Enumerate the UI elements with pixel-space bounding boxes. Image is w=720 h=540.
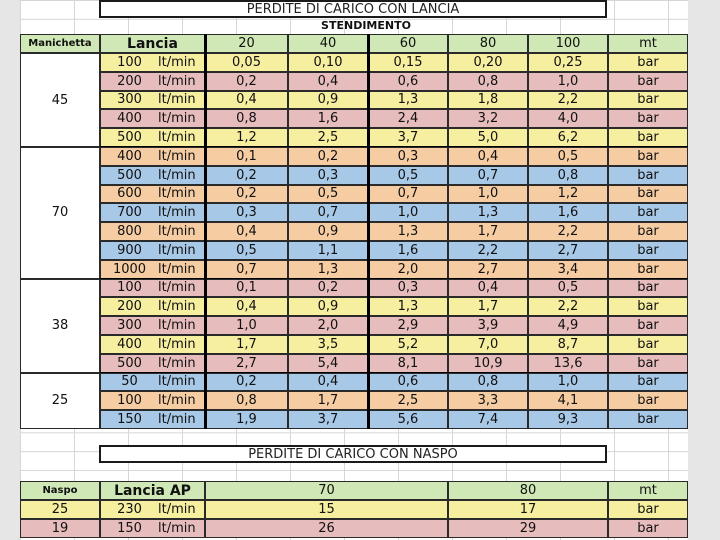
- pressure-loss-cell: 5,2: [368, 335, 448, 354]
- flow-rate-cell: [100, 241, 205, 260]
- flow-rate-value: 150: [117, 412, 142, 428]
- flow-unit-label: lt/min: [158, 92, 196, 108]
- pressure-loss-cell: 0,4: [448, 279, 528, 298]
- pressure-loss-cell: 0,2: [288, 147, 368, 166]
- pressure-loss-cell: 4,1: [528, 391, 608, 410]
- pressure-loss-cell: 13,6: [528, 354, 608, 373]
- flow-rate-value: 500: [117, 167, 142, 183]
- hose-diameter-cell: 70: [20, 147, 100, 279]
- distance-header: 80: [448, 34, 528, 53]
- naspo-pressure-loss-cell: 17: [448, 500, 608, 519]
- naspo-unit-header: mt: [608, 481, 688, 500]
- pressure-loss-cell: 1,3: [368, 297, 448, 316]
- naspo-pressure-loss-cell: 29: [448, 519, 608, 538]
- pressure-loss-cell: 2,7: [205, 354, 288, 373]
- pressure-loss-cell: 0,05: [205, 53, 288, 72]
- pressure-unit-cell: bar: [608, 260, 688, 279]
- pressure-loss-cell: 0,20: [448, 53, 528, 72]
- pressure-loss-cell: 2,4: [368, 109, 448, 128]
- flow-rate-value: 100: [117, 54, 142, 70]
- flow-rate-cell: [100, 91, 205, 110]
- flow-unit-label: lt/min: [158, 54, 196, 70]
- flow-unit-label: lt/min: [158, 412, 196, 428]
- flow-unit-label: lt/min: [158, 336, 196, 352]
- flow-unit-label: lt/min: [158, 242, 196, 258]
- pressure-loss-cell: 8,7: [528, 335, 608, 354]
- flow-unit-label: lt/min: [158, 501, 196, 517]
- pressure-loss-cell: 0,2: [205, 166, 288, 185]
- flow-unit-label: lt/min: [158, 280, 196, 296]
- pressure-unit-cell: bar: [608, 128, 688, 147]
- pressure-loss-cell: 1,3: [368, 91, 448, 110]
- pressure-loss-cell: 2,0: [288, 316, 368, 335]
- flow-rate-cell: [100, 128, 205, 147]
- flow-rate-value: 1000: [112, 261, 147, 277]
- pressure-loss-cell: 1,9: [205, 410, 288, 429]
- hose-diameter-cell: 38: [20, 279, 100, 373]
- flow-rate-value: 500: [117, 130, 142, 146]
- pressure-loss-cell: 1,7: [288, 391, 368, 410]
- pressure-loss-cell: 5,0: [448, 128, 528, 147]
- flow-rate-cell: [100, 316, 205, 335]
- pressure-loss-cell: 1,7: [448, 222, 528, 241]
- pressure-loss-cell: 1,8: [448, 91, 528, 110]
- pressure-unit-cell: bar: [608, 410, 688, 429]
- flow-rate-cell: [100, 222, 205, 241]
- flow-rate-cell: [100, 203, 205, 222]
- flow-rate-cell: [100, 53, 205, 72]
- pressure-loss-cell: 2,7: [528, 241, 608, 260]
- flow-unit-label: lt/min: [158, 299, 196, 315]
- pressure-loss-cell: 0,7: [205, 260, 288, 279]
- naspo-pressure-loss-cell: 26: [205, 519, 448, 538]
- pressure-loss-cell: 0,8: [448, 72, 528, 91]
- naspo-hose-cell: 25: [20, 500, 100, 519]
- pressure-loss-cell: 0,7: [368, 185, 448, 204]
- flow-rate-value: 100: [117, 393, 142, 409]
- flow-rate-cell: [100, 335, 205, 354]
- flow-rate-value: 150: [117, 520, 142, 536]
- flow-rate-value: 900: [117, 242, 142, 258]
- pressure-loss-cell: 10,9: [448, 354, 528, 373]
- flow-rate-value: 200: [117, 299, 142, 315]
- pressure-loss-cell: 1,1: [288, 241, 368, 260]
- pressure-unit-cell: bar: [608, 53, 688, 72]
- pressure-loss-cell: 1,6: [528, 203, 608, 222]
- flow-rate-value: 500: [117, 355, 142, 371]
- pressure-loss-cell: 1,6: [288, 109, 368, 128]
- pressure-loss-cell: 0,7: [448, 166, 528, 185]
- pressure-loss-cell: 1,7: [448, 297, 528, 316]
- pressure-loss-cell: 0,9: [288, 91, 368, 110]
- flow-unit-label: lt/min: [158, 224, 196, 240]
- flow-rate-value: 50: [121, 374, 138, 390]
- pressure-unit-cell: bar: [608, 109, 688, 128]
- lancia-table-title: PERDITE DI CARICO CON LANCIA: [99, 0, 607, 18]
- flow-unit-label: lt/min: [158, 205, 196, 221]
- pressure-loss-cell: 3,3: [448, 391, 528, 410]
- naspo-hose-cell: 19: [20, 519, 100, 538]
- pressure-loss-cell: 2,5: [368, 391, 448, 410]
- pressure-loss-cell: 0,5: [528, 147, 608, 166]
- flow-unit-label: lt/min: [158, 167, 196, 183]
- flow-rate-value: 400: [117, 148, 142, 164]
- pressure-loss-cell: 3,7: [368, 128, 448, 147]
- pressure-loss-cell: 0,7: [288, 203, 368, 222]
- pressure-loss-cell: 0,2: [288, 279, 368, 298]
- flow-rate-value: 100: [117, 280, 142, 296]
- pressure-loss-cell: 0,15: [368, 53, 448, 72]
- pressure-loss-cell: 1,7: [205, 335, 288, 354]
- flow-rate-cell: [100, 297, 205, 316]
- pressure-unit-cell: bar: [608, 147, 688, 166]
- flow-unit-label: lt/min: [158, 111, 196, 127]
- flow-rate-cell: [100, 147, 205, 166]
- pressure-loss-cell: 1,0: [528, 72, 608, 91]
- pressure-loss-cell: 0,2: [205, 72, 288, 91]
- pressure-loss-cell: 0,5: [528, 279, 608, 298]
- pressure-loss-cell: 0,4: [205, 297, 288, 316]
- hose-header: Manichetta: [20, 34, 100, 53]
- pressure-loss-cell: 1,0: [205, 316, 288, 335]
- flow-unit-label: lt/min: [158, 73, 196, 89]
- distance-header: 100: [528, 34, 608, 53]
- pressure-loss-cell: 2,2: [528, 297, 608, 316]
- naspo-flow-rate-cell: [100, 500, 205, 519]
- flow-rate-cell: [100, 260, 205, 279]
- pressure-unit-cell: bar: [608, 316, 688, 335]
- pressure-loss-cell: 2,7: [448, 260, 528, 279]
- pressure-unit-cell: bar: [608, 72, 688, 91]
- hose-diameter-cell: 45: [20, 53, 100, 147]
- pressure-loss-cell: 0,4: [448, 147, 528, 166]
- pressure-loss-cell: 0,6: [368, 373, 448, 392]
- pressure-loss-cell: 0,3: [368, 279, 448, 298]
- flow-rate-cell: [100, 410, 205, 429]
- flow-unit-label: lt/min: [158, 374, 196, 390]
- flow-rate-value: 300: [117, 318, 142, 334]
- flow-rate-value: 200: [117, 73, 142, 89]
- pressure-loss-cell: 5,4: [288, 354, 368, 373]
- pressure-unit-cell: bar: [608, 222, 688, 241]
- pressure-loss-cell: 0,10: [288, 53, 368, 72]
- distance-header: 20: [205, 34, 288, 53]
- lancia-table-subtitle: STENDIMENTO: [321, 19, 411, 32]
- pressure-loss-cell: 0,1: [205, 279, 288, 298]
- pressure-loss-cell: 9,3: [528, 410, 608, 429]
- unit-header: mt: [608, 34, 688, 53]
- pressure-loss-cell: 0,4: [288, 373, 368, 392]
- pressure-loss-cell: 7,0: [448, 335, 528, 354]
- pressure-unit-cell: bar: [608, 166, 688, 185]
- flow-rate-cell: [100, 109, 205, 128]
- pressure-loss-cell: 1,0: [448, 185, 528, 204]
- pressure-loss-cell: 0,8: [528, 166, 608, 185]
- flow-rate-cell: [100, 279, 205, 298]
- pressure-loss-cell: 1,3: [368, 222, 448, 241]
- pressure-loss-cell: 2,2: [528, 222, 608, 241]
- pressure-loss-cell: 3,5: [288, 335, 368, 354]
- naspo-hose-header: Naspo: [20, 481, 100, 500]
- pressure-loss-cell: 0,3: [288, 166, 368, 185]
- pressure-loss-cell: 3,4: [528, 260, 608, 279]
- flow-rate-cell: [100, 354, 205, 373]
- hose-diameter-cell: 25: [20, 373, 100, 429]
- nozzle-header: Lancia: [100, 34, 205, 53]
- flow-unit-label: lt/min: [158, 318, 196, 334]
- pressure-loss-cell: 0,1: [205, 147, 288, 166]
- pressure-loss-cell: 1,2: [528, 185, 608, 204]
- pressure-loss-cell: 1,2: [205, 128, 288, 147]
- pressure-loss-cell: 4,0: [528, 109, 608, 128]
- naspo-pressure-unit-cell: bar: [608, 519, 688, 538]
- pressure-unit-cell: bar: [608, 241, 688, 260]
- flow-unit-label: lt/min: [158, 148, 196, 164]
- pressure-loss-cell: 0,9: [288, 297, 368, 316]
- pressure-loss-cell: 0,3: [205, 203, 288, 222]
- pressure-loss-cell: 0,5: [368, 166, 448, 185]
- pressure-loss-cell: 1,0: [528, 373, 608, 392]
- pressure-unit-cell: bar: [608, 185, 688, 204]
- pressure-unit-cell: bar: [608, 91, 688, 110]
- naspo-nozzle-header: Lancia AP: [100, 481, 205, 500]
- pressure-loss-cell: 3,7: [288, 410, 368, 429]
- pressure-loss-cell: 0,25: [528, 53, 608, 72]
- pressure-loss-cell: 0,4: [205, 91, 288, 110]
- pressure-loss-cell: 3,9: [448, 316, 528, 335]
- distance-header: 40: [288, 34, 368, 53]
- pressure-loss-cell: 1,0: [368, 203, 448, 222]
- pressure-loss-cell: 6,2: [528, 128, 608, 147]
- flow-rate-cell: [100, 72, 205, 91]
- naspo-pressure-loss-cell: 15: [205, 500, 448, 519]
- pressure-loss-cell: 0,4: [205, 222, 288, 241]
- pressure-loss-cell: 0,2: [205, 373, 288, 392]
- flow-rate-value: 400: [117, 336, 142, 352]
- pressure-loss-cell: 2,0: [368, 260, 448, 279]
- pressure-loss-cell: 0,9: [288, 222, 368, 241]
- pressure-unit-cell: bar: [608, 279, 688, 298]
- pressure-loss-cell: 0,5: [205, 241, 288, 260]
- pressure-loss-cell: 0,8: [205, 391, 288, 410]
- pressure-loss-cell: 0,8: [448, 373, 528, 392]
- pressure-unit-cell: bar: [608, 297, 688, 316]
- pressure-loss-cell: 0,2: [205, 185, 288, 204]
- flow-unit-label: lt/min: [158, 393, 196, 409]
- pressure-loss-cell: 1,6: [368, 241, 448, 260]
- flow-rate-cell: [100, 185, 205, 204]
- pressure-loss-cell: 8,1: [368, 354, 448, 373]
- pressure-loss-cell: 0,3: [368, 147, 448, 166]
- flow-rate-value: 230: [117, 501, 142, 517]
- naspo-table-title: PERDITE DI CARICO CON NASPO: [99, 445, 607, 463]
- flow-rate-value: 800: [117, 224, 142, 240]
- flow-unit-label: lt/min: [158, 355, 196, 371]
- flow-rate-value: 300: [117, 92, 142, 108]
- pressure-loss-cell: 0,4: [288, 72, 368, 91]
- flow-unit-label: lt/min: [158, 186, 196, 202]
- flow-rate-value: 700: [117, 205, 142, 221]
- pressure-loss-cell: 0,5: [288, 185, 368, 204]
- pressure-unit-cell: bar: [608, 391, 688, 410]
- flow-rate-value: 600: [117, 186, 142, 202]
- pressure-loss-cell: 3,2: [448, 109, 528, 128]
- pressure-unit-cell: bar: [608, 354, 688, 373]
- pressure-unit-cell: bar: [608, 335, 688, 354]
- pressure-loss-cell: 0,8: [205, 109, 288, 128]
- pressure-loss-cell: 7,4: [448, 410, 528, 429]
- pressure-loss-cell: 0,6: [368, 72, 448, 91]
- flow-rate-cell: [100, 166, 205, 185]
- flow-rate-cell: [100, 391, 205, 410]
- pressure-unit-cell: bar: [608, 373, 688, 392]
- naspo-distance-header: 80: [448, 481, 608, 500]
- pressure-loss-cell: 2,2: [448, 241, 528, 260]
- flow-unit-label: lt/min: [158, 520, 196, 536]
- column-separator: [367, 34, 370, 429]
- naspo-flow-rate-cell: [100, 519, 205, 538]
- column-separator: [204, 34, 207, 429]
- pressure-loss-cell: 4,9: [528, 316, 608, 335]
- pressure-loss-cell: 2,5: [288, 128, 368, 147]
- flow-unit-label: lt/min: [158, 130, 196, 146]
- pressure-loss-cell: 1,3: [288, 260, 368, 279]
- pressure-loss-cell: 2,2: [528, 91, 608, 110]
- pressure-unit-cell: bar: [608, 203, 688, 222]
- pressure-loss-cell: 5,6: [368, 410, 448, 429]
- distance-header: 60: [368, 34, 448, 53]
- pressure-loss-cell: 1,3: [448, 203, 528, 222]
- naspo-distance-header: 70: [205, 481, 448, 500]
- pressure-loss-cell: 2,9: [368, 316, 448, 335]
- naspo-pressure-unit-cell: bar: [608, 500, 688, 519]
- flow-rate-value: 400: [117, 111, 142, 127]
- flow-unit-label: lt/min: [158, 261, 196, 277]
- flow-rate-cell: [100, 373, 205, 392]
